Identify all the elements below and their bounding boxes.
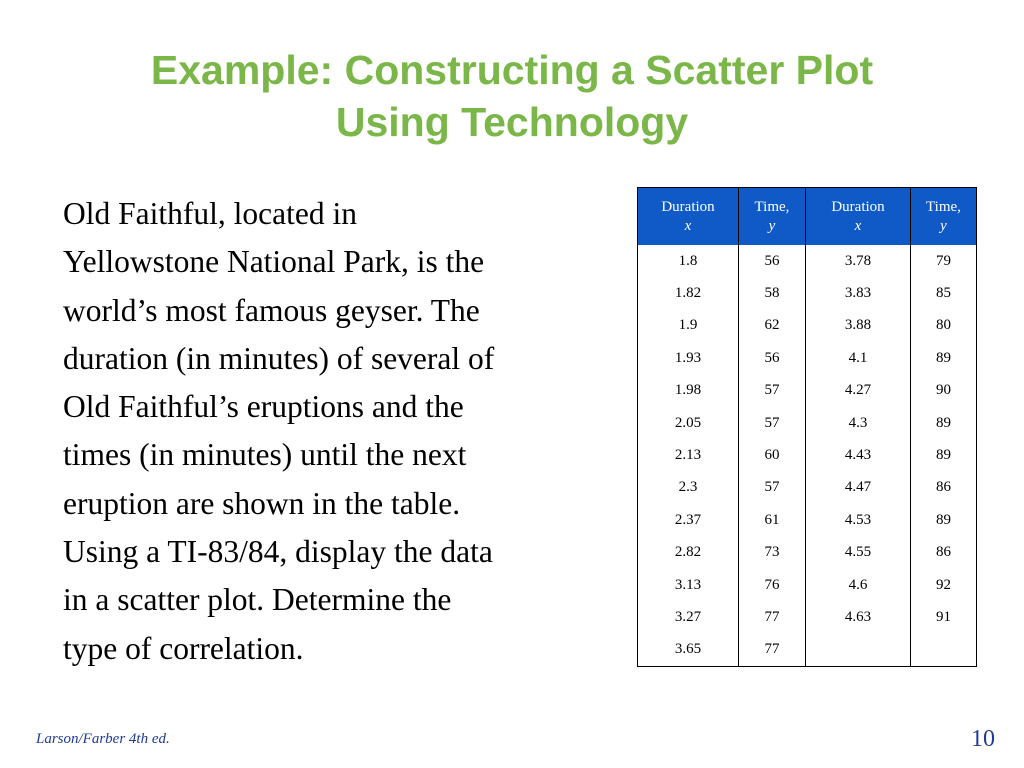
table-cell: 62 xyxy=(739,310,806,342)
page-number: 10 xyxy=(971,726,995,752)
table-cell: 3.13 xyxy=(638,569,739,601)
table-cell: 60 xyxy=(739,439,806,471)
table-cell: 89 xyxy=(911,439,977,471)
header-duration-x xyxy=(638,188,739,246)
table-cell: 86 xyxy=(911,472,977,504)
header-label: Time, xyxy=(754,198,790,215)
table-cell: 58 xyxy=(739,277,806,309)
header-variable: y xyxy=(940,217,947,234)
table-row xyxy=(638,342,977,374)
table-cell: 1.8 xyxy=(638,245,739,277)
table-cell xyxy=(806,634,911,667)
table-cell: 91 xyxy=(911,601,977,633)
slide-title-line-2: Using Technology xyxy=(335,99,689,145)
table-cell: 2.05 xyxy=(638,407,739,439)
body-line: times (in minutes) until the next xyxy=(63,437,467,473)
table-row xyxy=(638,407,977,439)
table-cell: 4.63 xyxy=(806,601,911,633)
table-cell: 86 xyxy=(911,537,977,569)
table-cell: 77 xyxy=(739,601,806,633)
body-line: type of correlation. xyxy=(63,630,304,666)
data-table xyxy=(637,187,977,667)
header-time-y xyxy=(739,188,806,246)
table-cell: 1.82 xyxy=(638,277,739,309)
table-cell: 4.53 xyxy=(806,504,911,536)
body-line: Old Faithful’s eruptions and the xyxy=(63,389,464,425)
table-cell: 3.65 xyxy=(638,634,739,667)
body-line: Yellowstone National Park, is the xyxy=(63,244,485,280)
header-label: Duration xyxy=(831,198,885,215)
table-cell: 4.3 xyxy=(806,407,911,439)
table-cell: 4.43 xyxy=(806,439,911,471)
table-cell: 56 xyxy=(739,245,806,277)
table-cell: 4.55 xyxy=(806,537,911,569)
body-paragraph xyxy=(63,190,623,673)
table-cell: 57 xyxy=(739,407,806,439)
table-cell: 4.6 xyxy=(806,569,911,601)
table-cell: 73 xyxy=(739,537,806,569)
table-cell: 56 xyxy=(739,342,806,374)
table-cell: 2.37 xyxy=(638,504,739,536)
header-label: Time, xyxy=(926,198,961,215)
table-cell: 89 xyxy=(911,342,977,374)
table-row xyxy=(638,439,977,471)
table-cell: 2.3 xyxy=(638,472,739,504)
header-duration-x xyxy=(806,188,911,246)
table-row xyxy=(638,245,977,277)
table-cell: 4.47 xyxy=(806,472,911,504)
header-time-y xyxy=(911,188,977,246)
table-cell: 3.83 xyxy=(806,277,911,309)
table-row xyxy=(638,537,977,569)
table-cell: 3.78 xyxy=(806,245,911,277)
table-cell: 57 xyxy=(739,472,806,504)
table-cell: 61 xyxy=(739,504,806,536)
table-cell: 76 xyxy=(739,569,806,601)
header-variable: y xyxy=(768,217,776,234)
table-cell: 2.82 xyxy=(638,537,739,569)
table-cell: 3.27 xyxy=(638,601,739,633)
table-cell: 77 xyxy=(739,634,806,667)
body-line: Using a TI-83/84, display the data xyxy=(63,534,493,570)
table-cell: 89 xyxy=(911,407,977,439)
body-line: Old Faithful, located in xyxy=(63,196,357,231)
header-variable: x xyxy=(684,217,692,234)
body-line: duration (in minutes) of several of xyxy=(63,340,495,376)
table-row xyxy=(638,504,977,536)
table-cell: 92 xyxy=(911,569,977,601)
table-cell: 57 xyxy=(739,375,806,407)
table-row xyxy=(638,601,977,633)
table-row xyxy=(638,375,977,407)
table-cell: 79 xyxy=(911,245,977,277)
table-cell: 85 xyxy=(911,277,977,309)
body-line: in a scatter plot. Determine the xyxy=(63,582,452,618)
header-variable: x xyxy=(854,217,862,234)
table-cell: 89 xyxy=(911,504,977,536)
header-label: Duration xyxy=(661,198,715,215)
table-row xyxy=(638,277,977,309)
table-cell: 4.27 xyxy=(806,375,911,407)
table-cell: 80 xyxy=(911,310,977,342)
table-cell xyxy=(911,634,977,667)
table-cell: 90 xyxy=(911,375,977,407)
footer-citation: Larson/Farber 4th ed. xyxy=(36,731,170,747)
table-cell: 2.13 xyxy=(638,439,739,471)
table-cell: 3.88 xyxy=(806,310,911,342)
table-row xyxy=(638,569,977,601)
table-row xyxy=(638,472,977,504)
table-cell: 4.1 xyxy=(806,342,911,374)
slide-title-line-1: Example: Constructing a Scatter Plot xyxy=(150,47,874,93)
body-line: eruption are shown in the table. xyxy=(63,485,461,521)
body-line: world’s most famous geyser. The xyxy=(63,292,480,328)
table-row xyxy=(638,310,977,342)
table-row xyxy=(638,634,977,667)
table-cell: 1.98 xyxy=(638,375,739,407)
table-cell: 1.9 xyxy=(638,310,739,342)
table-header-row xyxy=(638,188,977,246)
slide-title xyxy=(0,44,1024,148)
table-cell: 1.93 xyxy=(638,342,739,374)
